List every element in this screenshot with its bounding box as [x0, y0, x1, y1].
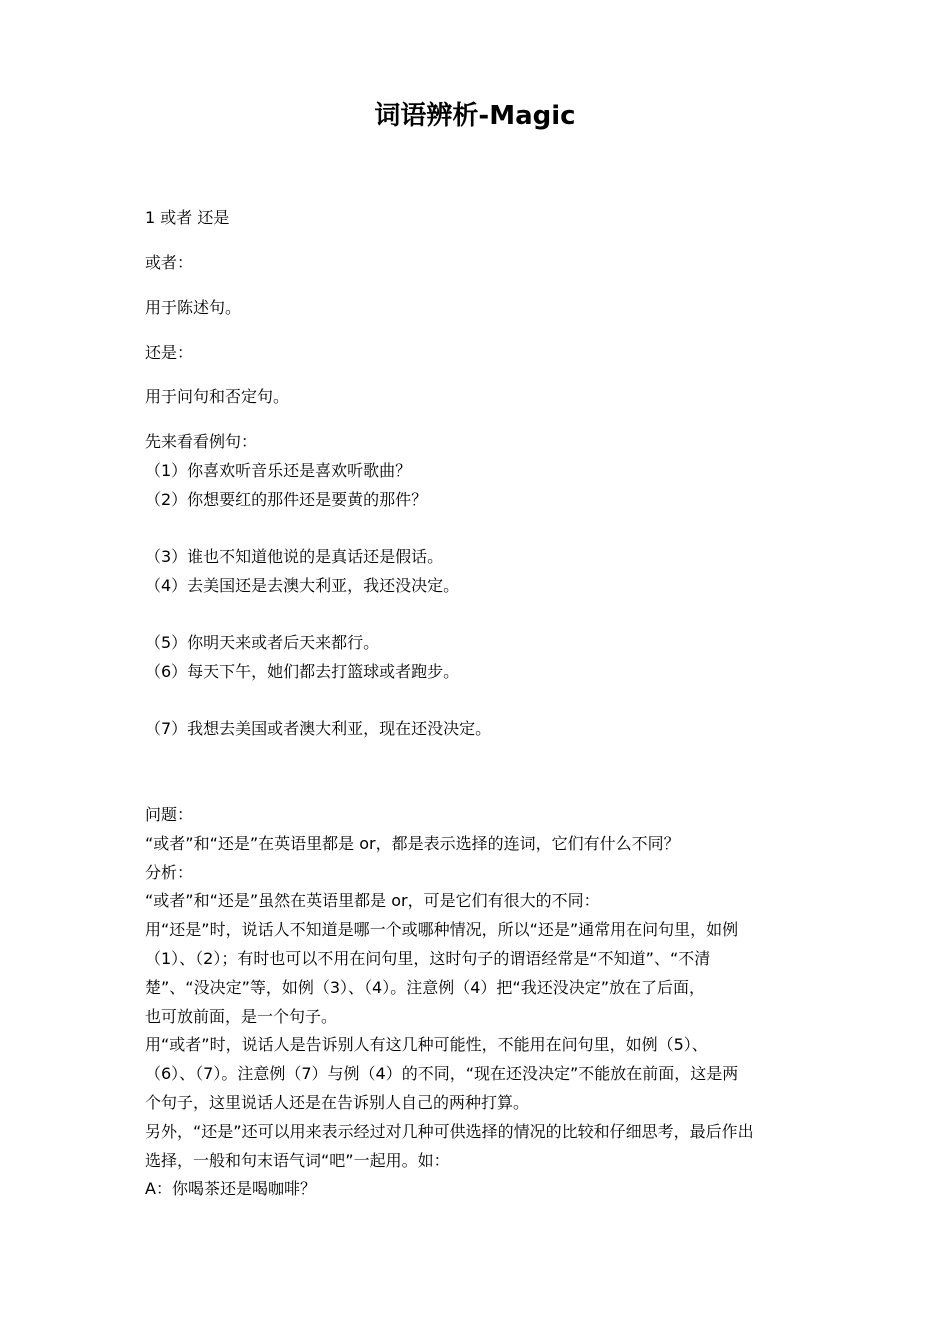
question-text: “或者”和“还是”在英语里都是 or，都是表示选择的连词，它们有什么不同？ — [145, 834, 680, 853]
analysis-label: 分析： — [145, 863, 194, 882]
example-sentence: （3）谁也不知道他说的是真话还是假话。 — [145, 547, 444, 566]
analysis-text: 楚”、“没决定”等，如例（3）、（4）。注意例（4）把“我还没决定”放在了后面， — [145, 978, 705, 997]
example-sentence: （7）我想去美国或者澳大利亚，现在还没决定。 — [145, 719, 492, 738]
analysis-text: 选择，一般和句末语气词“吧”一起用。如： — [145, 1151, 450, 1170]
term-label: 还是： — [145, 343, 194, 362]
example-sentence: （1）你喜欢听音乐还是喜欢听歌曲？ — [145, 461, 412, 480]
analysis-text: 用“还是”时，说话人不知道是哪一个或哪种情况，所以“还是”通常用在问句里，如例 — [145, 920, 739, 939]
section-heading: 1 或者 还是 — [145, 208, 230, 227]
example-sentence: （6）每天下午，她们都去打篮球或者跑步。 — [145, 662, 460, 681]
dialogue-line: A：你喝茶还是喝咖啡？ — [145, 1179, 316, 1198]
example-sentence: （4）去美国还是去澳大利亚，我还没决定。 — [145, 576, 460, 595]
analysis-text: （6）、（7）。注意例（7）与例（4）的不同，“现在还没决定”不能放在前面，这是两 — [145, 1064, 739, 1083]
example-sentence: （2）你想要红的那件还是要黄的那件？ — [145, 490, 428, 509]
analysis-text: “或者”和“还是”虽然在英语里都是 or，可是它们有很大的不同： — [145, 891, 600, 910]
term-usage: 用于问句和否定句。 — [145, 387, 290, 406]
term-label: 或者： — [145, 253, 194, 272]
document-title: 词语辨析-Magic — [374, 101, 576, 131]
analysis-text: 另外，“还是”还可以用来表示经过对几种可供选择的情况的比较和仔细思考，最后作出 — [145, 1122, 754, 1141]
analysis-text: 个句子，这里说话人还是在告诉别人自己的两种打算。 — [145, 1093, 530, 1112]
term-usage: 用于陈述句。 — [145, 298, 242, 317]
analysis-text: 也可放前面，是一个句子。 — [145, 1007, 338, 1026]
analysis-text: 用“或者”时，说话人是告诉别人有这几种可能性，不能用在问句里，如例（5）、 — [145, 1035, 708, 1054]
example-sentence: （5）你明天来或者后天来都行。 — [145, 633, 380, 652]
analysis-text: （1）、（2）；有时也可以不用在问句里，这时句子的谓语经常是“不知道”、“不清 — [145, 949, 711, 968]
examples-intro: 先来看看例句： — [145, 432, 258, 451]
question-label: 问题： — [145, 805, 194, 824]
